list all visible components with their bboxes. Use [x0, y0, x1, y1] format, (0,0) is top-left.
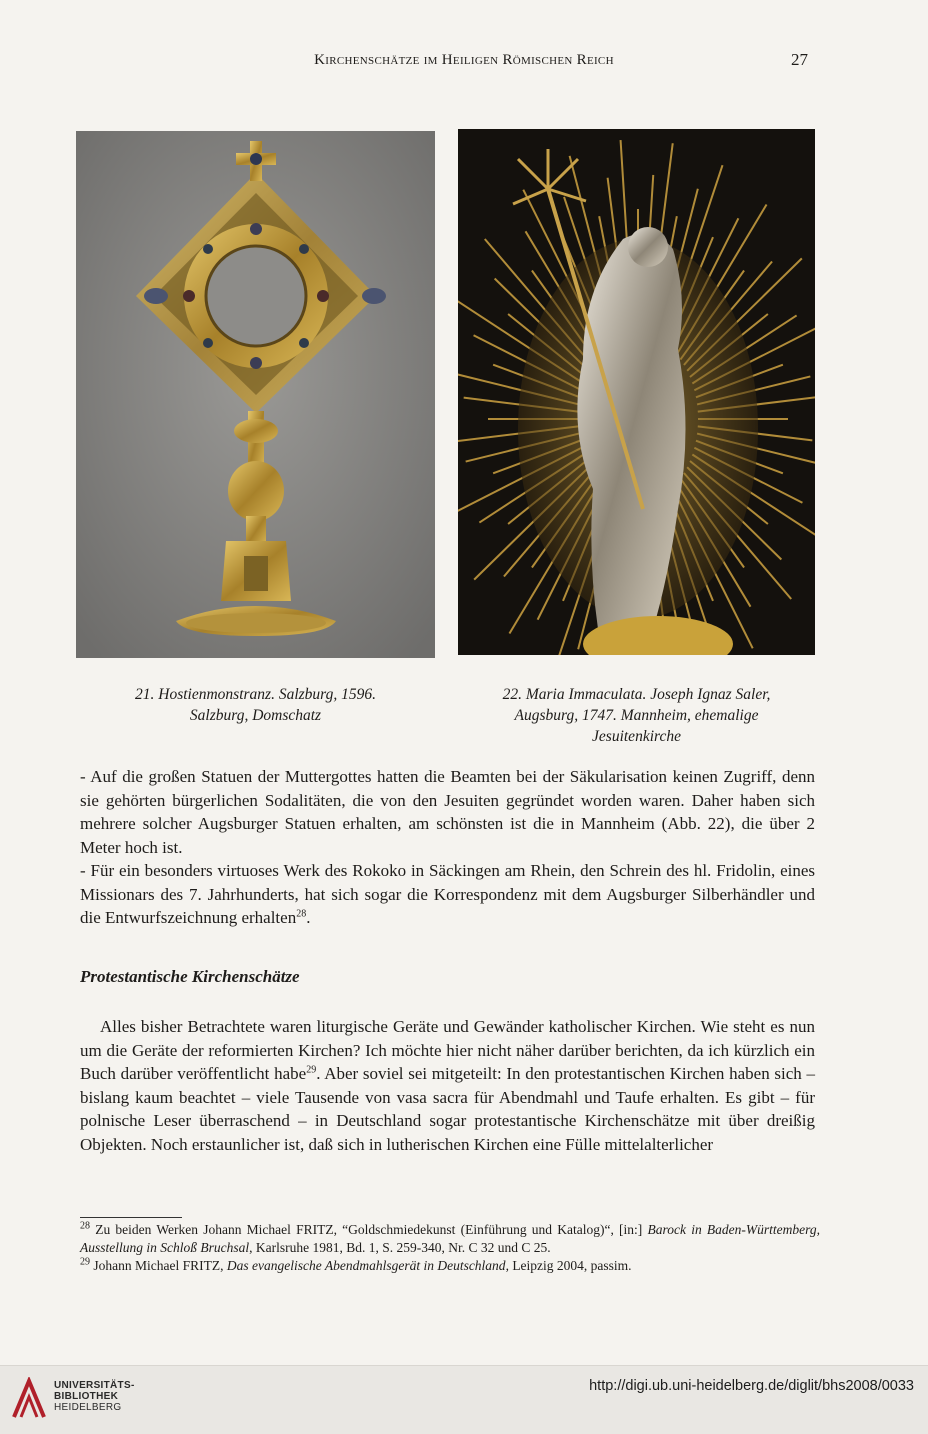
footnote-ref-28[interactable]: 28 — [296, 908, 307, 920]
caption-line: Jesuitenkirche — [592, 728, 681, 745]
source-url-link[interactable]: http://digi.ub.uni-heidelberg.de/diglit/bhs2008/0033 — [589, 1378, 914, 1394]
footnote-divider — [80, 1217, 182, 1218]
paragraph-statues: - Auf die großen Statuen der Muttergottes hatten die Beamten bei der Säkularisation keinen Zugriff, denn sie gehörten bürgerlichen Sodalitäten, die von den Jesuiten gegründet worden waren. Daher haben sich mehrere solcher Augsburger Statuen erhalten, am schönsten ist die in Mannheim (Abb. 22), die über 2 Meter hoch ist. — [80, 767, 815, 857]
section-heading: Protestantische Kirchenschätze — [80, 967, 300, 986]
footnote-ref-29[interactable]: 29 — [306, 1064, 317, 1076]
page-number: 27 — [791, 50, 808, 69]
figure-21-monstrance-photo — [76, 131, 435, 658]
paragraph-protestant: Alles bisher Betrachtete waren liturgische Geräte und Gewänder katholischer Kirchen. Wie steht es nun um die Geräte der reformierten Kirchen? Ich möchte hier nicht näher darüber berichten, da ich kürzlich ein Buch darüber veröffentlicht habe$^{29}$. Aber soviel sei mitgeteilt: In den protestantischen Kirchen haben sich – bislang kaum beachtet – viele Tausende von vasa sacra für Abendmahl und Taufe erhalten. Es gibt – für polnische Leser überraschend – in Deutschland sogar protestantische Kirchenschätze mit über dreißig Objekten. Noch erstaunlicher ist, daß sich in lutherischen Kirchen eine Fülle mittelalterlicher — [80, 1017, 815, 1154]
footer-bar — [0, 1365, 928, 1434]
footnotes — [80, 1221, 820, 1275]
caption-line: Augsburg, 1747. Mannheim, ehemalige — [514, 707, 759, 724]
university-library-logo-icon — [12, 1377, 46, 1419]
library-name: UNIVERSITÄTS- BIBLIOTHEK HEIDELBERG — [54, 1380, 135, 1413]
caption-line: 22. Maria Immaculata. Joseph Ignaz Saler, — [502, 686, 771, 703]
figure-21-caption — [76, 684, 435, 726]
caption-line: Salzburg, Domschatz — [189, 707, 322, 724]
running-title: Kirchenschätze im Heiligen Römischen Reich — [314, 52, 614, 68]
figure-22-maria-immaculata-photo — [458, 129, 815, 655]
footnote-29: $^{29}$ Johann Michael FRITZ, Das evangelische Abendmahlsgerät in Deutschland, Leipzig 2004, passim. — [80, 1256, 632, 1273]
caption-line: 21. Hostienmonstranz. Salzburg, 1596. — [135, 686, 376, 703]
paragraph-saeckingen: - Für ein besonders virtuoses Werk des Rokoko in Säckingen am Rhein, den Schrein des hl. Fridolin, eines Missionars des 7. Jahrhunderts, hat sich sogar die Korrespondenz mit dem Augsburger Silberhändler und die Entwurfszeichnung erhalten$^{28}$. — [80, 861, 815, 927]
footnote-28: $^{28}$ Zu beiden Werken Johann Michael FRITZ, “Goldschmiedekunst (Einführung und Katalog)“, [in:] Barock in Baden-Württemberg, Ausstellung in Schloß Bruchsal, Karlsruhe 1981, Bd. 1, S. 259-340, Nr. C 32 und C 25. — [80, 1220, 821, 1255]
figure-22-caption — [458, 684, 815, 747]
